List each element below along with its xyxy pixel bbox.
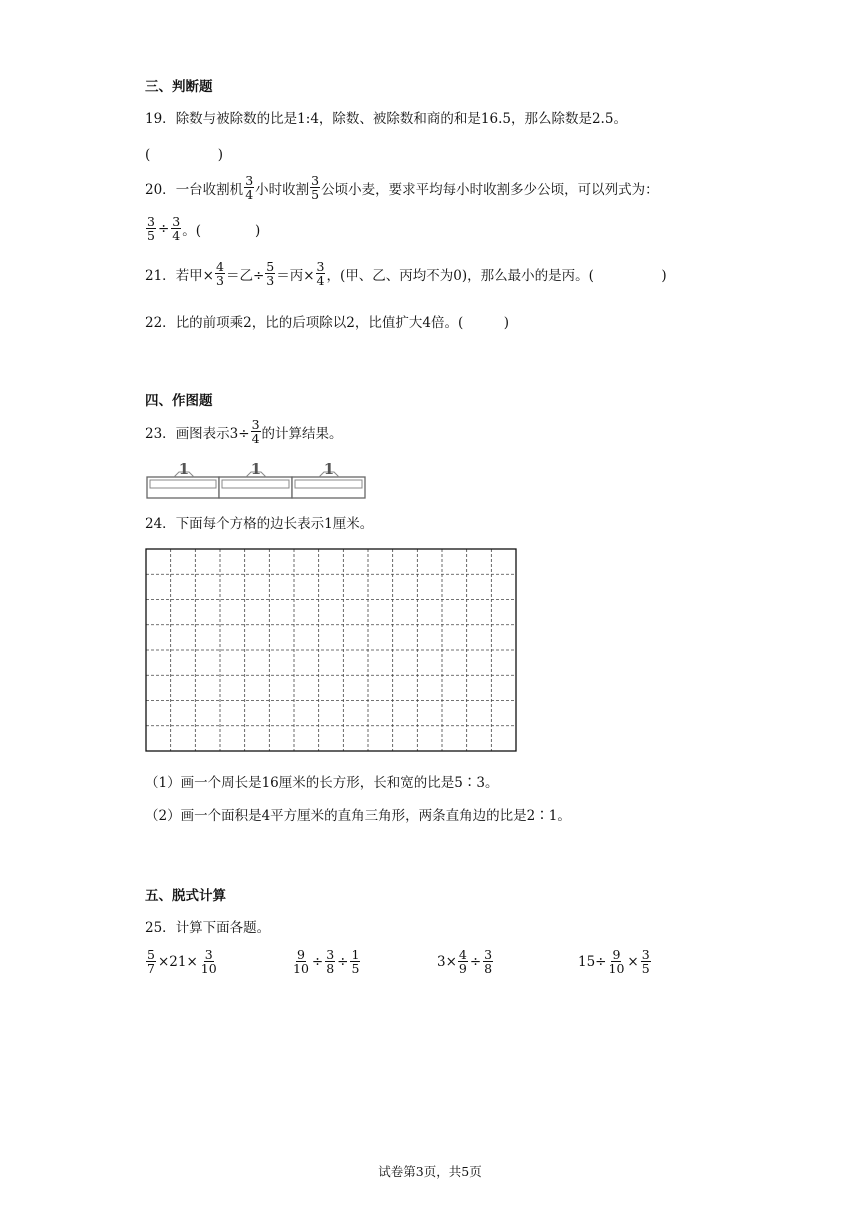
denominator: 3 (216, 273, 224, 289)
q20-fraction-2 (310, 174, 320, 201)
denominator: 5 (147, 228, 155, 244)
numerator: 3 (204, 947, 213, 962)
numerator: 4 (458, 947, 467, 962)
unit-bar-2 (219, 461, 292, 498)
fraction (641, 948, 651, 975)
numerator: 3 (172, 214, 181, 229)
operator: × (627, 953, 639, 970)
numerator: 3 (245, 173, 254, 188)
q20-operator: ÷ (157, 220, 170, 237)
question-22 (145, 311, 509, 331)
denominator: 10 (293, 961, 309, 977)
numerator: 3 (251, 417, 260, 432)
unit-bar-label: 1 (250, 461, 262, 478)
q20-text-4: 。( ) (182, 222, 261, 239)
q20-text-1: 一台收割机 (175, 181, 244, 198)
question-20 (145, 174, 659, 201)
numerator: 3 (326, 947, 335, 962)
q20-text-3: 公顷小麦，要求平均每小时收割多少公顷，可以列式为： (321, 181, 659, 198)
page-footer: 试卷第3页，共5页 (378, 1164, 482, 1179)
numerator: 9 (612, 947, 621, 962)
q21-text-4: ，(甲、乙、丙均不为0)，那么最小的是丙。( ) (326, 267, 667, 284)
q25-text: 计算下面各题。 (175, 920, 271, 936)
denominator: 4 (251, 431, 260, 447)
q22-text: 比的前项乘2，比的后项除以2，比值扩大4倍。( ) (175, 315, 509, 331)
q20-fraction-1 (244, 174, 254, 201)
denominator: 4 (316, 273, 325, 289)
q20-expression (145, 215, 260, 242)
q19-number: 19． (145, 111, 176, 127)
denominator: 10 (200, 961, 217, 977)
q20-fraction-4 (171, 215, 181, 242)
q23-text-1: 画图表示3÷ (175, 425, 250, 442)
q23-unit-bars (146, 461, 368, 499)
section-5-title: 五、脱式计算 (145, 888, 226, 904)
fraction (458, 948, 468, 975)
section-3-title: 三、判断题 (145, 79, 213, 95)
numerator: 1 (351, 947, 360, 962)
numerator: 4 (216, 259, 224, 274)
q24-square-grid (145, 548, 517, 752)
denominator: 9 (458, 961, 467, 977)
section-4-title: 四、作图题 (145, 393, 213, 409)
q21-text-1: 若甲× (175, 267, 214, 284)
question-23 (145, 418, 343, 445)
question-24 (145, 512, 373, 532)
denominator: 5 (351, 961, 360, 977)
q21-fraction-3 (316, 260, 326, 287)
q24-sub-2: （2）画一个面积是4平方厘米的直角三角形，两条直角边的比是2∶1。 (145, 808, 571, 824)
unit-bar-3 (292, 461, 365, 498)
q24-number: 24． (145, 516, 176, 532)
fraction (292, 948, 310, 975)
q24-sub-1: （1）画一个周长是16厘米的长方形，长和宽的比是5∶3。 (145, 775, 499, 791)
question-19 (145, 107, 627, 127)
q24-text: 下面每个方格的边长表示1厘米。 (175, 516, 374, 532)
denominator: 10 (608, 961, 625, 977)
operator: ÷ (469, 953, 482, 970)
q25-number: 25． (145, 920, 176, 936)
denominator: 5 (311, 187, 320, 203)
operator: ÷ (337, 953, 349, 970)
q21-fraction-1 (215, 260, 225, 287)
q23-number: 23． (145, 425, 176, 442)
q25-expression-1 (145, 948, 219, 975)
denominator: 4 (172, 228, 181, 244)
fraction (325, 948, 335, 975)
numerator: 5 (266, 259, 275, 274)
question-25 (145, 916, 270, 936)
q23-fraction (251, 418, 261, 445)
operator: ×21× (157, 953, 198, 970)
fraction (608, 948, 626, 975)
numerator: 3 (311, 173, 320, 188)
unit-bar-label: 1 (178, 461, 190, 478)
operator: ÷ (311, 953, 324, 970)
q21-text-2: ＝乙÷ (225, 267, 265, 284)
q21-fraction-2 (265, 260, 275, 287)
q25-expression-2 (291, 948, 361, 975)
numerator: 3 (316, 259, 325, 274)
numerator: 9 (296, 947, 305, 962)
q22-number: 22． (145, 315, 176, 331)
q20-fraction-3 (146, 215, 156, 242)
unit-bar-1 (147, 461, 219, 498)
q23-text-2: 的计算结果。 (261, 425, 343, 442)
fraction (483, 948, 493, 975)
operator: 15÷ (578, 953, 607, 970)
q20-text-2: 小时收割 (255, 181, 310, 198)
q25-expression-3 (437, 948, 494, 975)
q19-text: 除数与被除数的比是1:4，除数、被除数和商的和是16.5，那么除数是2.5。 (175, 111, 627, 127)
fraction (146, 948, 156, 975)
q25-expression-4 (578, 948, 652, 975)
denominator: 3 (266, 273, 275, 289)
question-21 (145, 260, 667, 287)
unit-bar-label: 1 (323, 461, 335, 478)
operator: 3× (437, 953, 457, 970)
numerator: 5 (147, 947, 155, 962)
denominator: 7 (147, 961, 155, 977)
denominator: 4 (245, 187, 254, 203)
q21-text-3: ＝丙× (276, 267, 315, 284)
q19-answer-paren: ( ) (145, 147, 224, 163)
fraction (350, 948, 360, 975)
denominator: 8 (326, 961, 335, 977)
numerator: 3 (147, 214, 155, 229)
numerator: 3 (484, 947, 493, 962)
fraction (200, 948, 218, 975)
q21-number: 21． (145, 267, 176, 284)
q20-number: 20． (145, 181, 176, 198)
denominator: 8 (484, 961, 493, 977)
denominator: 5 (641, 961, 650, 977)
numerator: 3 (641, 947, 650, 962)
